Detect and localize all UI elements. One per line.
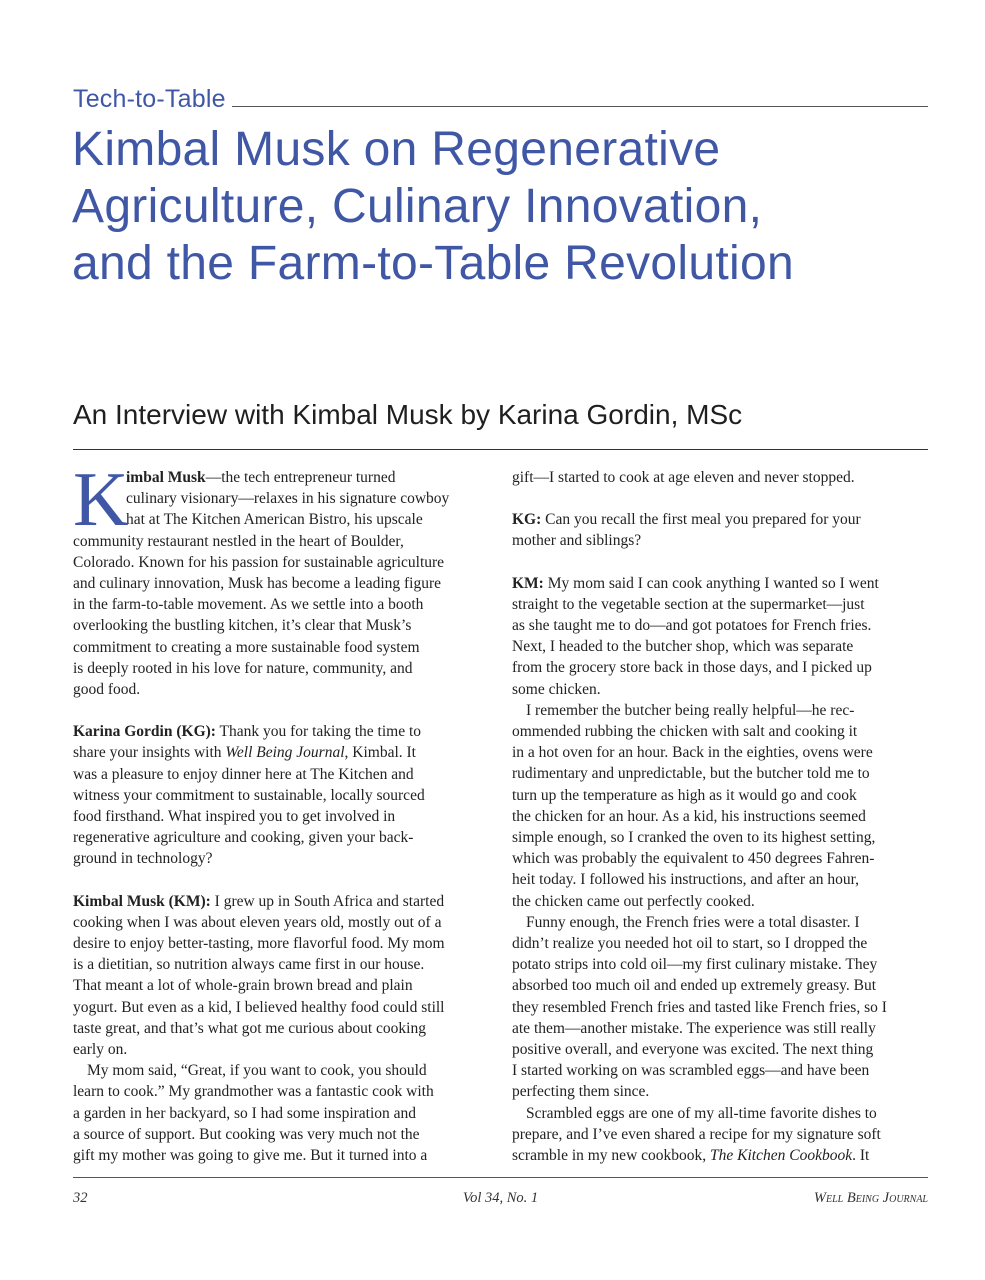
article-subtitle: An Interview with Kimbal Musk by Karina Gordin, MSc xyxy=(73,399,743,430)
answer-paragraph: Scrambled eggs are one of my all-time favorite dishes to prepare, and I’ve even shared a recipe for my signature soft scramble in my new cookbook, The Kitchen Cookbook. It xyxy=(512,1104,881,1165)
subtitle-divider xyxy=(73,449,928,450)
continued-paragraph: gift—I started to cook at age eleven and never stopped. xyxy=(512,469,855,486)
speaker-label: KG: xyxy=(512,511,542,529)
article-title-line: Kimbal Musk on Regenerative xyxy=(72,123,721,176)
cookbook-title: The Kitchen Cookbook xyxy=(710,1147,853,1165)
answer-paragraph: My mom said, “Great, if you want to cook, you should learn to cook.” My grandmother was a fantastic cook with a garden in her backyard, so I had some inspiration and a source of support. But cooking was very much not the gift my mother was going to give me. But it turned into a xyxy=(73,1062,434,1165)
answer-paragraph: I remember the butcher being really helpful—he rec- ommended rubbing the chicken with salt and cooking it in a hot oven for an hour. Back in the eighties, ovens were rudimentary and unpredictable, but the butcher told me to turn up the temperature as high as it would go and cook the chicken for an hour. As a kid, his instructions seemed simple enough, so I cranked the oven to its highest setting, which was probably the equivalent to 450 degrees Fahren- heit today. I followed his instructions, and after an hour, the chicken came out perfectly cooked. xyxy=(512,701,876,910)
section-header xyxy=(73,84,928,114)
intro-paragraph: imbal Musk—the tech entrepreneur turned culinary visionary—relaxes in his signature cowboy hat at The Kitchen American Bistro, his upscale community restaurant nestled in the heart of Boulder, Colorado. Known for his passion for sustainable agriculture and culinary innovation, Musk has become a leading figure in the farm-to-table movement. As we settle into a booth overlooking the bustling kitchen, it’s clear that Musk’s commitment to creating a more sustainable food system is deeply rooted in his love for nature, community, and good food. xyxy=(73,469,450,699)
drop-cap: K xyxy=(73,456,129,542)
right-column xyxy=(512,467,923,1166)
question-paragraph: Karina Gordin (KG): Thank you for taking the time to share your insights with Well Being Journal, Kimbal. It was a pleasure to enjoy dinner here at The Kitchen and witness your commitment to sustainable, locally sourced food firsthand. What inspired you to get involved in regenerative agriculture and cooking, given your back- ground in technology? xyxy=(73,723,425,868)
section-label: Tech-to-Table xyxy=(73,85,226,113)
article-title-line: Agriculture, Culinary Innovation, xyxy=(72,180,763,233)
issue-label: Vol 34, No. 1 xyxy=(462,1190,539,1206)
page-footer xyxy=(73,1190,928,1212)
answer-paragraph: Kimbal Musk (KM): I grew up in South Africa and started cooking when I was about eleven years old, mostly out of a desire to enjoy better-tasting, more flavorful food. My mom is a dietitian, so nutrition always came first in our house. That meant a lot of whole-grain brown bread and plain yogurt. But even as a kid, I believed healthy food could still taste great, and that’s what got me curious about cooking early on. xyxy=(73,892,445,1059)
intro-name: imbal Musk xyxy=(126,469,206,486)
question-paragraph: KG: Can you recall the first meal you prepared for your mother and siblings? xyxy=(512,511,861,550)
answer-paragraph: KM: My mom said I can cook anything I wanted so I went straight to the vegetable section at the supermarket—just as she taught me to do—and got potatoes for French fries. Next, I headed to the butcher shop, which was separate from the grocery store back in those days, and I picked up some chicken. xyxy=(512,574,879,698)
section-divider xyxy=(232,106,928,107)
journal-name: Well Being Journal xyxy=(813,1190,928,1206)
article-title-line: and the Farm-to-Table Revolution xyxy=(72,237,794,290)
speaker-label: Kimbal Musk (KM): xyxy=(73,892,211,910)
footer-divider xyxy=(73,1177,928,1178)
speaker-label: KM: xyxy=(512,574,544,592)
page-number: 32 xyxy=(73,1190,88,1206)
left-column xyxy=(73,456,484,1166)
journal-reference: Well Being Journal xyxy=(225,744,345,762)
answer-paragraph: Funny enough, the French fries were a total disaster. I didn’t realize you needed hot oil to start, so I dropped the potato strips into cold oil—my first culinary mistake. They absorbed too much oil and ended up extremely greasy. But they resembled French fries and tasted like French fries, so I ate them—another mistake. The experience was still really positive overall, and everyone was excited. The next thing I started working on was scrambled eggs—and have been perfecting them since. xyxy=(512,913,887,1101)
article-title xyxy=(72,121,942,292)
speaker-label: Karina Gordin (KG): xyxy=(73,723,216,741)
